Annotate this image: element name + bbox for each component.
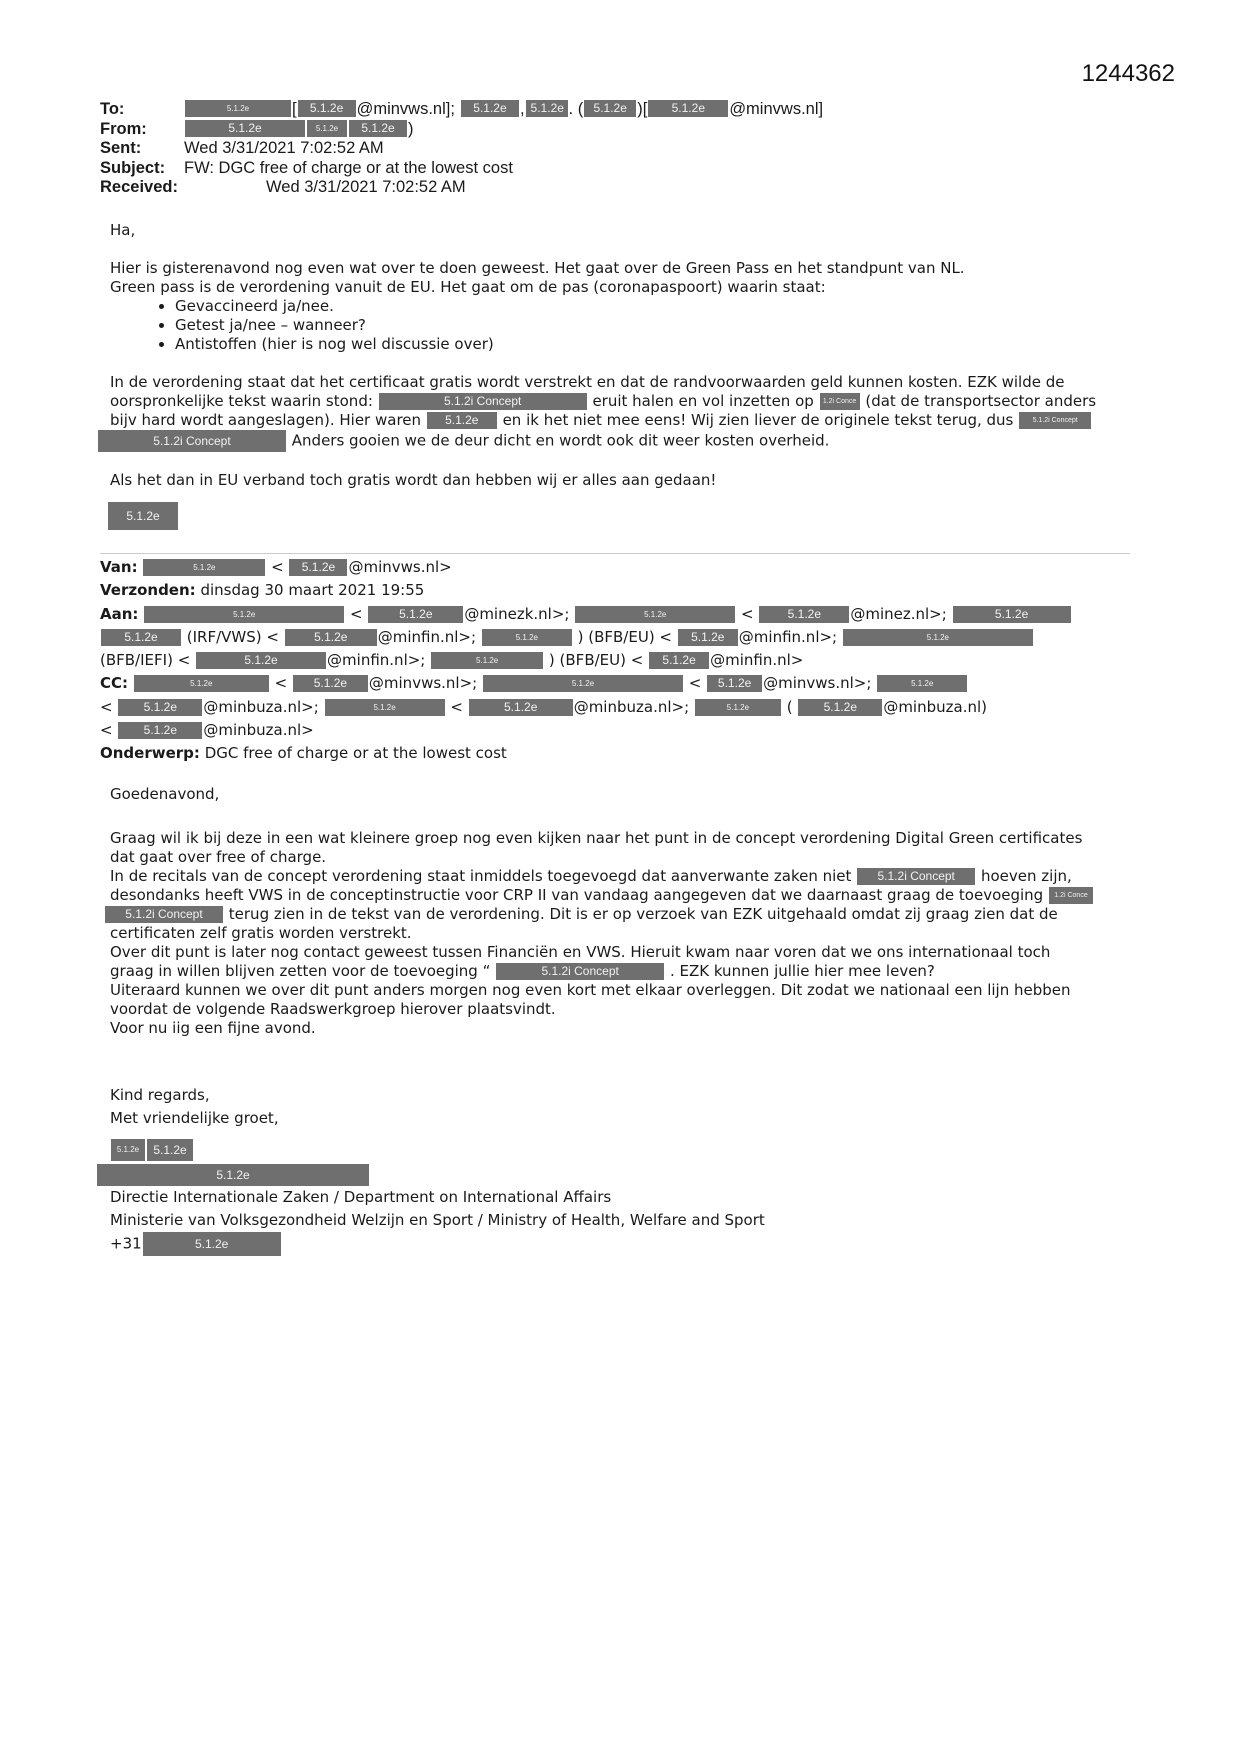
- list-item: • Getest ja/nee – wanneer?: [175, 316, 1140, 335]
- aan-domain: @minfin.nl>;: [327, 651, 426, 670]
- redaction: 5.1.2e: [118, 699, 202, 716]
- redaction: 5.1.2i Concept: [379, 393, 587, 410]
- redaction: 5.1.2e: [185, 120, 305, 137]
- subject-label: Subject:: [100, 158, 166, 177]
- redaction: 5.1.2e: [298, 100, 356, 117]
- aan-row-3: [100, 649, 1150, 672]
- paragraph: Voor nu iig een fijne avond.: [110, 1019, 316, 1037]
- divider: [100, 553, 1130, 554]
- redaction: 5.1.2e: [649, 652, 709, 669]
- text: bijv hard wordt aangeslagen). Hier waren: [110, 411, 422, 429]
- text: Anders gooien we de deur dicht en wordt ook dit weer kosten overheid.: [291, 431, 830, 450]
- from-row: [100, 120, 823, 140]
- redaction: 5.1.2e: [108, 502, 178, 530]
- closing: Met vriendelijke groet,: [110, 1109, 279, 1127]
- redaction: 5.1.2e: [368, 606, 463, 623]
- cc-domain: @minbuza.nl>;: [573, 697, 690, 716]
- to-separator: . (: [568, 100, 584, 118]
- redaction: 5.1.2e: [431, 652, 543, 669]
- paragraph: Als het dan in EU verband toch gratis wordt dan hebben wij er alles aan gedaan!: [110, 471, 717, 489]
- paragraph-line: [110, 867, 1140, 886]
- aan-domain: @minfin.nl>;: [377, 627, 477, 646]
- cc-row-1: CC: 5.1.2e < 5.1.2e @minvws.nl>; 5.1.2e < 5.1.2e @minvws.nl>; 5.1.2e: [100, 672, 1150, 695]
- message-body-1: [110, 221, 1140, 530]
- greeting: Ha,: [110, 221, 136, 239]
- text: eruit halen en vol inzetten op: [592, 392, 814, 410]
- aan-text: (IRF/VWS) <: [186, 627, 279, 646]
- aan-row-2: [100, 626, 1150, 649]
- redaction: 5.1.2e: [695, 699, 781, 716]
- paragraph: Green pass is de verordening vanuit de EU. Het gaat om de pas (coronapaspoort) waarin staat:: [110, 278, 826, 296]
- aan-row-1: Aan: 5.1.2e < 5.1.2e @minezk.nl>; 5.1.2e < 5.1.2e @minez.nl>; 5.1.2e: [100, 603, 1150, 626]
- redaction: 5.1.2e: [482, 629, 572, 646]
- redaction: 5.1.2e: [349, 120, 407, 137]
- to-separator: ,: [519, 100, 525, 118]
- aan-text: ) (BFB/EU) <: [577, 627, 673, 646]
- to-bracket: [: [292, 100, 297, 118]
- van-domain: @minvws.nl>: [348, 558, 452, 576]
- verzonden-value: dinsdag 30 maart 2021 19:55: [200, 581, 425, 600]
- signature-block: [110, 1084, 765, 1256]
- forwarded-header: [100, 556, 1150, 766]
- to-separator: )[: [637, 100, 648, 118]
- aan-domain: @minezk.nl>;: [464, 604, 570, 623]
- redaction: 5.1.2i Concept: [98, 430, 286, 452]
- bullet-list: [110, 297, 1140, 354]
- redaction: 5.1.2i Concept: [496, 963, 664, 980]
- phone: [110, 1232, 765, 1256]
- redaction: 5.1.2e: [526, 100, 568, 117]
- onderwerp-label: Onderwerp:: [100, 744, 200, 763]
- sent-row: [100, 139, 823, 159]
- aan-text: ) (BFB/EU) <: [548, 651, 644, 670]
- van-label: Van:: [100, 558, 138, 576]
- redaction: 5.1.2e: [877, 675, 967, 692]
- redaction: 1.2i Conce: [820, 393, 860, 410]
- sent-value: Wed 3/31/2021 7:02:52 AM: [184, 139, 384, 157]
- list-item: • Antistoffen (hier is nog wel discussie over): [175, 335, 1140, 354]
- cc-row-2: < 5.1.2e @minbuza.nl>; 5.1.2e < 5.1.2e @minbuza.nl>; 5.1.2e ( 5.1.2e @minbuza.nl): [100, 697, 987, 716]
- redaction: 5.1.2e: [707, 675, 762, 692]
- redaction: 5.1.2i Concept: [857, 868, 975, 885]
- redaction: 5.1.2e: [483, 675, 683, 692]
- redaction: 5.1.2e: [97, 1164, 369, 1186]
- redaction: 5.1.2e: [575, 606, 735, 623]
- text: In de recitals van de concept verordening staat inmiddels toegevoegd dat aanverwante zaken niet: [110, 867, 852, 885]
- aan-domain: @minfin.nl>;: [738, 627, 838, 646]
- paragraph-line: [110, 962, 1140, 981]
- subject-row: [100, 159, 823, 179]
- redaction: 5.1.2e: [285, 629, 377, 646]
- paragraph: voordat de volgende Raadswerkgroep hierover plaatsvindt.: [110, 1000, 556, 1018]
- verzonden-row: [100, 579, 1150, 602]
- cc-label: CC:: [100, 674, 129, 693]
- redaction: 5.1.2e: [427, 412, 497, 429]
- paragraph-line: [104, 905, 1140, 924]
- redaction: 5.1.2e: [185, 100, 291, 117]
- redaction: 5.1.2e: [584, 100, 636, 117]
- text: oorspronkelijke tekst waarin stond:: [110, 392, 373, 410]
- redaction: 5.1.2e: [953, 606, 1071, 623]
- cc-domain: @minbuza.nl>: [203, 721, 314, 740]
- paragraph-line: [97, 430, 1140, 452]
- text: terug zien in de tekst van de verordening. Dit is er op verzoek van EZK uitgehaald omdat zij graag zien dat de: [228, 905, 1058, 923]
- text: graag in willen blijven zetten voor de toevoeging “: [110, 962, 491, 980]
- redaction: 5.1.2e: [101, 629, 181, 646]
- received-row: [100, 178, 823, 198]
- redaction: 5.1.2e: [289, 559, 347, 576]
- department: Directie Internationale Zaken / Department on International Affairs: [110, 1188, 612, 1206]
- cc-domain: @minvws.nl>;: [368, 674, 478, 693]
- paragraph: Hier is gisterenavond nog even wat over te doen geweest. Het gaat over de Green Pass en het standpunt van NL.: [110, 259, 965, 277]
- to-domain: @minvws.nl];: [356, 100, 455, 118]
- redaction: 5.1.2e: [325, 699, 445, 716]
- redaction: 5.1.2e: [307, 120, 347, 137]
- aan-domain: @minez.nl>;: [850, 604, 947, 623]
- text: hoeven zijn,: [980, 867, 1072, 885]
- redaction: 5.1.2e: [798, 699, 882, 716]
- ministry: Ministerie van Volksgezondheid Welzijn en Sport / Ministry of Health, Welfare and Sport: [110, 1211, 765, 1229]
- text: . EZK kunnen jullie hier mee leven?: [669, 962, 935, 980]
- aan-text: (BFB/IEFI) <: [100, 651, 191, 670]
- list-item: • Gevaccineerd ja/nee.: [175, 297, 1140, 316]
- from-label: From:: [100, 119, 147, 138]
- received-label: Received:: [100, 178, 178, 196]
- paragraph-line: [110, 392, 1140, 411]
- aan-label: Aan:: [100, 604, 139, 623]
- redaction: 5.1.2e: [147, 1139, 193, 1161]
- redaction: 5.1.2i Concept: [1019, 412, 1091, 429]
- text: desondanks heeft VWS in de conceptinstructie voor CRP II van vandaag aangegeven dat we daarnaast graag de toevoeging: [110, 886, 1044, 904]
- redaction: 5.1.2e: [143, 1232, 281, 1256]
- to-label: To:: [100, 100, 125, 118]
- verzonden-label: Verzonden:: [100, 581, 196, 600]
- document-number: 1244362: [1081, 60, 1175, 87]
- received-value: Wed 3/31/2021 7:02:52 AM: [266, 178, 466, 196]
- redaction: 5.1.2e: [144, 606, 344, 623]
- redaction: 5.1.2e: [759, 606, 849, 623]
- text: en ik het niet mee eens! Wij zien liever de originele tekst terug, dus: [502, 411, 1014, 429]
- greeting: Goedenavond,: [110, 785, 220, 803]
- paragraph: Uiteraard kunnen we over dit punt anders morgen nog even kort met elkaar overleggen. Dit zodat we nationaal een lijn hebben: [110, 981, 1071, 999]
- paragraph: Graag wil ik bij deze in een wat kleinere groep nog even kijken naar het punt in de concept verordening Digital Green certificates: [110, 829, 1083, 847]
- onderwerp-value: DGC free of charge or at the lowest cost: [204, 744, 507, 763]
- phone-prefix: +31: [110, 1234, 142, 1253]
- text: (dat de transportsector anders: [865, 392, 1097, 410]
- redaction: 5.1.2e: [293, 675, 368, 692]
- redaction: 5.1.2e: [143, 559, 265, 576]
- redaction: 5.1.2e: [134, 675, 269, 692]
- cc-row-3: < 5.1.2e @minbuza.nl>: [100, 721, 314, 740]
- redaction: 5.1.2e: [196, 652, 326, 669]
- redaction: 5.1.2e: [111, 1139, 145, 1161]
- paragraph-line: [110, 411, 1140, 430]
- cc-domain: @minbuza.nl): [883, 697, 987, 716]
- redaction: 5.1.2e: [678, 629, 738, 646]
- redaction: 5.1.2e: [843, 629, 1033, 646]
- to-row: [100, 100, 823, 120]
- onderwerp-row: [100, 742, 1150, 765]
- redaction: 1.2i Conce: [1049, 887, 1093, 904]
- paragraph: dat gaat over free of charge.: [110, 848, 327, 866]
- signature-redactions: [110, 1138, 765, 1161]
- signature-redaction: [107, 502, 1140, 530]
- email-header: [100, 100, 823, 198]
- from-close: ): [408, 119, 414, 138]
- redaction: 5.1.2e: [461, 100, 519, 117]
- van-row: Van: 5.1.2e < 5.1.2e @minvws.nl>: [100, 558, 452, 576]
- signature-redaction-wide: [96, 1163, 765, 1186]
- sent-label: Sent:: [100, 139, 142, 157]
- message-body-2: [110, 785, 1140, 1038]
- aan-domain: @minfin.nl>: [710, 651, 804, 670]
- redaction: 5.1.2i Concept: [105, 906, 223, 923]
- to-domain: @minvws.nl]: [729, 100, 824, 118]
- redaction: 5.1.2e: [469, 699, 573, 716]
- closing: Kind regards,: [110, 1086, 210, 1104]
- subject-value: FW: DGC free of charge or at the lowest cost: [184, 158, 513, 177]
- paragraph: certificaten zelf gratis worden verstrekt.: [110, 924, 412, 942]
- paragraph: Over dit punt is later nog contact geweest tussen Financiën en VWS. Hieruit kwam naar voren dat we ons internationaal toch: [110, 943, 1051, 961]
- redaction: 5.1.2e: [118, 722, 202, 739]
- paragraph: In de verordening staat dat het certificaat gratis wordt verstrekt en dat de randvoorwaarden geld kunnen kosten. EZK wilde de: [110, 373, 1065, 391]
- cc-domain: @minbuza.nl>;: [203, 697, 319, 716]
- cc-domain: @minvws.nl>;: [763, 674, 872, 693]
- paragraph-line: [110, 886, 1140, 905]
- redaction: 5.1.2e: [648, 100, 728, 117]
